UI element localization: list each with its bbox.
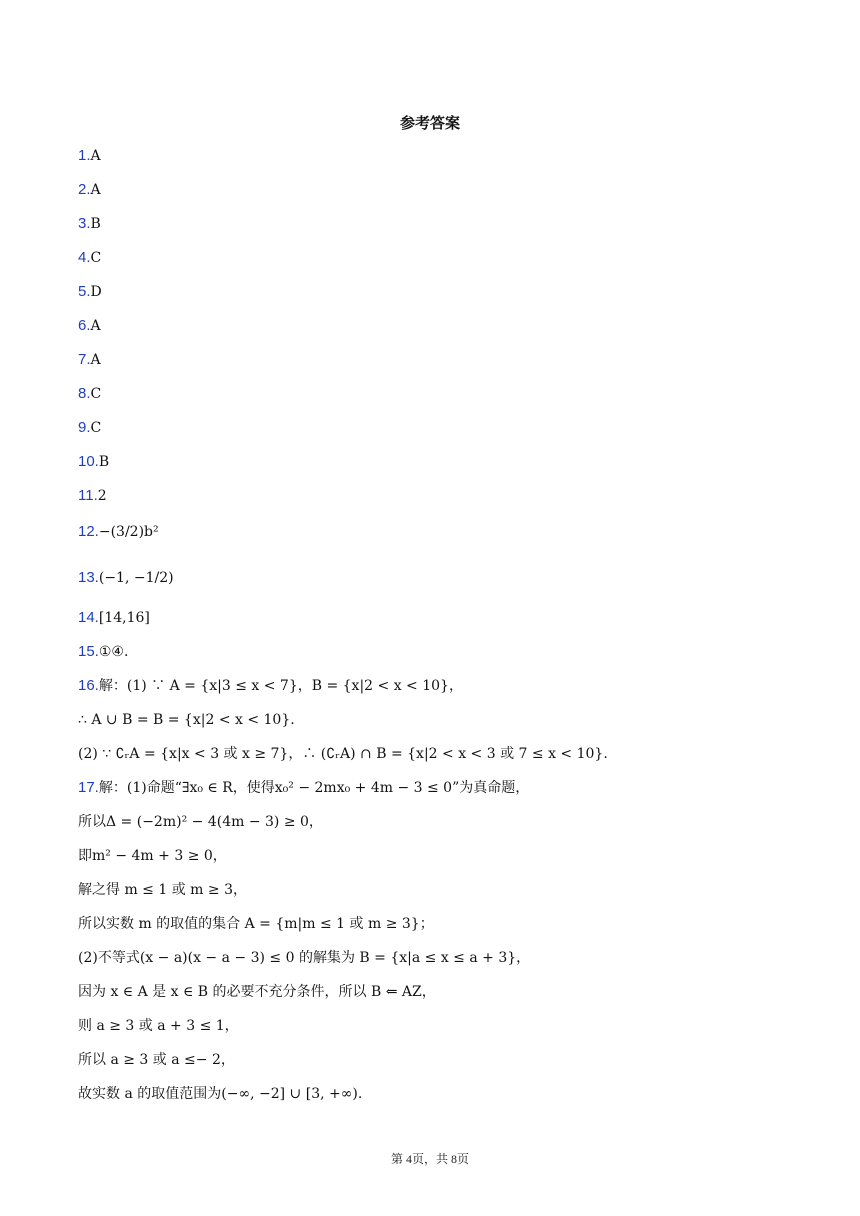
answer-line [78,676,463,696]
answer-number: 11. [78,487,98,504]
answer-text: 解之得 m ≤ 1 或 m ≥ 3， [78,882,247,898]
answer-number: 7. [78,351,91,368]
answer-line [78,452,109,472]
answer-text: ∴ A ∪ B = B = {x|2 < x < 10}. [78,712,295,728]
answer-number: 6. [78,317,91,334]
answer-number: 8. [78,385,91,402]
answer-text: (−1, −1/2) [98,570,174,586]
answer-line [78,214,101,234]
answer-line [78,316,101,336]
answer-line [78,948,530,968]
answer-text: (2)不等式(x − a)(x − a − 3) ≤ 0 的解集为 B = {x|a ≤ x ≤ a + 3}， [78,950,531,966]
answer-line [78,282,102,302]
answer-number: 4. [78,249,91,266]
answer-number: 12. [78,523,99,540]
answer-text: 所以实数 m 的取值的集合 A = {m|m ≤ 1 或 m ≥ 3}； [78,916,434,932]
answer-text: D [90,284,102,300]
answer-text: (2) ∵ ∁ᵣA = {x|x < 3 或 x ≥ 7}，∴ (∁ᵣA) ∩ B = {x|2 < x < 3 或 7 ≤ x < 10}. [78,746,608,762]
answer-line [78,248,101,268]
answer-line [78,744,608,764]
answer-text: 故实数 a 的取值范围为(−∞, −2] ∪ [3, +∞). [78,1086,363,1102]
answer-text: 所以Δ = (−2m)² − 4(4m − 3) ≥ 0， [78,814,323,830]
answer-number: 10. [78,453,99,470]
answer-text: A [90,318,101,334]
answer-text: [14,16] [98,610,150,626]
answer-line [78,608,150,628]
answer-line [78,1016,239,1036]
answer-text: 解：(1) ∵ A = {x|3 ≤ x < 7}，B = {x|2 < x < 10}， [98,678,463,694]
answer-text: A [90,352,101,368]
page-title: 参考答案 [399,114,460,132]
answer-text: C [90,250,102,266]
answer-text: A [90,148,101,164]
answer-line [78,350,101,370]
answer-line [78,982,436,1002]
answer-line [78,1084,362,1104]
answer-text: A [90,182,101,198]
answer-number: 3. [78,215,91,232]
answer-line [78,880,247,900]
answer-number: 15. [78,643,99,660]
answer-line [78,710,295,730]
answer-text: C [90,420,102,436]
answer-line [78,522,159,542]
page-footer: 第 4页，共 8页 [390,1152,469,1166]
answer-text: 解：(1)命题“∃x₀ ∈ R，使得x₀² − 2mx₀ + 4m − 3 ≤ 0”为真命题， [98,780,530,796]
answer-number: 16. [78,677,99,694]
answer-number: 13. [78,569,99,586]
answer-line [78,146,101,166]
answer-line [78,778,529,798]
answer-number: 2. [78,181,91,198]
answer-text: B [90,216,101,232]
answer-text: 所以 a ≥ 3 或 a ≤− 2， [78,1052,235,1068]
answer-line [78,812,323,832]
answer-line [78,486,107,506]
answer-line [78,642,128,662]
answer-line [78,914,434,934]
answer-line [78,418,101,438]
answer-line [78,180,101,200]
answer-line [78,1050,235,1070]
answer-text: B [98,454,110,470]
answer-text: 2 [97,488,107,504]
answer-line [78,846,227,866]
answer-number: 5. [78,283,91,300]
answer-text: C [90,386,102,402]
answer-text: −(3/2)b² [98,524,159,540]
answer-line [78,568,174,588]
answer-text: ①④. [98,644,129,660]
answer-number: 17. [78,779,99,796]
answer-line [78,384,101,404]
answer-text: 因为 x ∈ A 是 x ∈ B 的必要不充分条件，所以 B ⇐ AZ， [78,984,436,1000]
answer-text: 即m² − 4m + 3 ≥ 0， [78,848,227,864]
answer-text: 则 a ≥ 3 或 a + 3 ≤ 1， [78,1018,239,1034]
answer-number: 14. [78,609,99,626]
answer-number: 1. [78,147,91,164]
answer-number: 9. [78,419,91,436]
